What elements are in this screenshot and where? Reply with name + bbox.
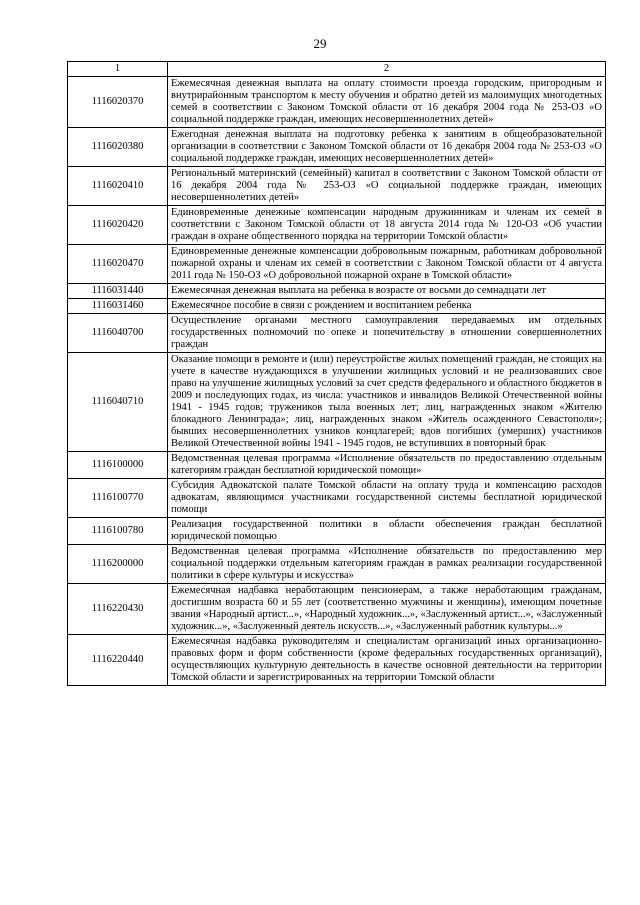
- classification-code: 1116031440: [68, 284, 168, 299]
- item-description: Ежемесячное пособие в связи с рождением и воспитанием ребенка: [168, 299, 606, 314]
- item-description: Оказание помощи в ремонте и (или) переустройстве жилых помещений граждан, не стоящих на учете в качестве нуждающихся в улучшении жилищных условий и не реализовавших свое право на улучшение жилищных условий за счет средств федерального и областного бюджетов в 2009 и последующих годах, из числа: участников и инвалидов Великой Отечественной войны 1941 - 1945 годов; тружеников тыла военных лет; лиц, награжденных знаком «Жителю блокадного Ленинграда»; лиц, награжденных знаком «Житель осажденного Севастополя»; бывших несовершеннолетних узников концлагерей; вдов погибших (умерших) участников Великой Отечественной войны 1941 - 1945 годов, не вступивших в повторный брак: [168, 353, 606, 452]
- classification-code: 1116200000: [68, 545, 168, 584]
- item-description: Ведомственная целевая программа «Исполнение обязательств по предоставлению мер социальной поддержки отдельным категориям граждан в рамках реализации государственной политики в сфере культуры и искусства»: [168, 545, 606, 584]
- table-row: [68, 128, 606, 167]
- table-row: [68, 77, 606, 128]
- table-row: [68, 518, 606, 545]
- table-header-row: [68, 62, 606, 77]
- classification-code: 1116020370: [68, 77, 168, 128]
- item-description: Реализация государственной политики в области обеспечения граждан бесплатной юридической помощью: [168, 518, 606, 545]
- table-row: [68, 167, 606, 206]
- classification-code: 1116020420: [68, 206, 168, 245]
- table-row: [68, 452, 606, 479]
- item-description: Ежемесячная денежная выплата на оплату стоимости проезда городским, пригородным и внутрирайонным транспортом к месту обучения и обратно детей из малоимущих многодетных семей в соответствии с Законом Томской области от 16 декабря 2004 года № 253-ОЗ «О социальной поддержке граждан, имеющих несовершеннолетних детей»: [168, 77, 606, 128]
- item-description: Ежемесячная надбавка неработающим пенсионерам, а также неработающим гражданам, достигшим возраста 60 и 55 лет (соответственно мужчины и женщины), имеющим почетные звания «Народный артист...», «Народный художник...», «Заслуженный артист...», «Заслуженный художник...», «Заслуженный деятель искусств...», «Заслуженный работник культуры...»: [168, 584, 606, 635]
- table-row: [68, 353, 606, 452]
- item-description: Ежемесячная надбавка руководителям и специалистам организаций иных организационно-правовых форм и форм собственности (кроме федеральных государственных организаций), осуществляющих культурную деятельность в качестве основной деятельности на территории Томской области и зарегистрированных на территории Томской области: [168, 635, 606, 686]
- classification-code: 1116020380: [68, 128, 168, 167]
- classification-code: 1116040700: [68, 314, 168, 353]
- table-row: [68, 635, 606, 686]
- classification-code: 1116220430: [68, 584, 168, 635]
- item-description: Субсидия Адвокатской палате Томской области на оплату труда и компенсацию расходов адвокатам, являющимся участниками государственной системы бесплатной юридической помощи: [168, 479, 606, 518]
- table-row: [68, 299, 606, 314]
- item-description: Ведомственная целевая программа «Исполнение обязательств по предоставлению отдельным категориям граждан бесплатной юридической помощи»: [168, 452, 606, 479]
- table-row: [68, 245, 606, 284]
- classification-code: 1116220440: [68, 635, 168, 686]
- classification-code: 1116100780: [68, 518, 168, 545]
- item-description: Осуществление органами местного самоуправления передаваемых им отдельных государственных полномочий по опеке и попечительству в отношении совершеннолетних граждан: [168, 314, 606, 353]
- table-row: [68, 479, 606, 518]
- table-row: [68, 584, 606, 635]
- item-description: Ежемесячная денежная выплата на ребенка в возрасте от восьми до семнадцати лет: [168, 284, 606, 299]
- classification-code: 1116040710: [68, 353, 168, 452]
- table-row: [68, 206, 606, 245]
- table-row: [68, 545, 606, 584]
- item-description: Ежегодная денежная выплата на подготовку ребенка к занятиям в общеобразовательной организации в соответствии с Законом Томской области от 16 декабря 2004 года № 253-ОЗ «О социальной поддержке граждан, имеющих несовершеннолетних детей»: [168, 128, 606, 167]
- item-description: Единовременные денежные компенсации добровольным пожарным, работникам добровольной пожарной охраны и членам их семей в соответствии с Законом Томской области от 4 августа 2011 года № 150-ОЗ «О добровольной пожарной охране в Томской области»: [168, 245, 606, 284]
- classification-code: 1116100770: [68, 479, 168, 518]
- table-row: [68, 314, 606, 353]
- page-number: 29: [313, 36, 327, 51]
- classification-code: 1116020470: [68, 245, 168, 284]
- classification-code: 1116031460: [68, 299, 168, 314]
- budget-classification-table: [67, 61, 606, 686]
- table-row: [68, 284, 606, 299]
- classification-code: 1116020410: [68, 167, 168, 206]
- item-description: Региональный материнский (семейный) капитал в соответствии с Законом Томской области от 16 декабря 2004 года № 253-ОЗ «О социальной поддержке граждан, имеющих несовершеннолетних детей»: [168, 167, 606, 206]
- column-header-2: 2: [168, 62, 606, 77]
- column-header-1: 1: [68, 62, 168, 77]
- item-description: Единовременные денежные компенсации народным дружинникам и членам их семей в соответствии с Законом Томской области от 18 августа 2014 года № 120-ОЗ «Об участии граждан в охране общественного порядка на территории Томской области»: [168, 206, 606, 245]
- classification-code: 1116100000: [68, 452, 168, 479]
